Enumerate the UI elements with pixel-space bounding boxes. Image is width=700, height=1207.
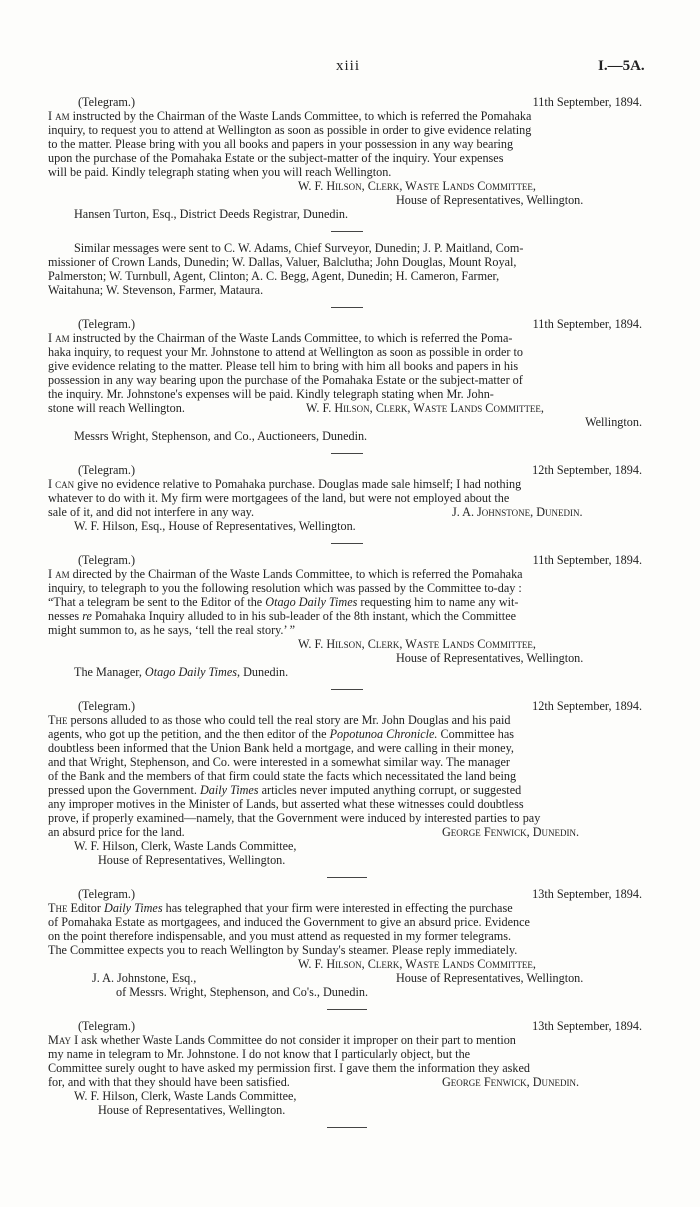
addressee: Hansen Turton, Esq., District Deeds Registrar, Dunedin. — [74, 207, 349, 221]
page-number: xiii — [336, 58, 361, 74]
lead-word: I am — [48, 567, 70, 581]
document-body — [48, 96, 646, 1138]
addressee: Messrs Wright, Stephenson, and Co., Auctioneers, Dunedin. — [74, 429, 368, 443]
body-line: inquiry, to request you to attend at Wellington as soon as possible in order to give evidence relating — [48, 123, 532, 137]
telegram-date: 11th September, 1894. — [532, 553, 642, 567]
body-line: to the matter. Please bring with you all books and papers in your possession in any way bearing — [48, 137, 514, 151]
body-line: for, and with that they should have been satisfied. — [48, 1075, 290, 1089]
signature: J. A. Johnstone, Dunedin. — [452, 505, 583, 519]
lead-word: I am — [48, 331, 70, 345]
signature: George Fenwick, Dunedin. — [442, 825, 580, 839]
body-line: Committee surely ought to have asked my permission first. I gave them the information they asked — [48, 1061, 530, 1075]
body-line: Palmerston; W. Turnbull, Agent, Clinton; A. C. Begg, Agent, Dunedin; H. Cameron, Farmer, — [48, 269, 500, 283]
signature-office: House of Representatives, Wellington. — [396, 651, 584, 665]
lead-word: I am — [48, 109, 70, 123]
signature-office: Wellington. — [585, 415, 642, 429]
telegram-6 — [48, 888, 646, 1000]
telegram-label: (Telegram.) — [78, 317, 136, 331]
signature: W. F. Hilson, Clerk, Waste Lands Committee, — [306, 401, 544, 415]
telegram-date: 12th September, 1894. — [532, 699, 642, 713]
body-line: Pomahaka Inquiry alluded to in his sub-leader of the 8th instant, which the Committee — [91, 609, 517, 623]
telegram-label: (Telegram.) — [78, 699, 136, 713]
body-line: “That a telegram be sent to the Editor of the — [48, 595, 266, 609]
body-line: instructed by the Chairman of the Waste Lands Committee, to which is referred the Poma- — [69, 331, 513, 345]
body-line: my name in telegram to Mr. Johnstone. I do not know that I particularly object, but the — [48, 1047, 471, 1061]
body-line: persons alluded to as those who could tell the real story are Mr. John Douglas and his paid — [67, 713, 511, 727]
lead-word: I can — [48, 477, 75, 491]
body-line: doubtless been informed that the Union Bank held a mortgage, and were calling in their money, — [48, 741, 514, 755]
telegram-date: 11th September, 1894. — [532, 95, 642, 109]
separator-rule — [327, 1127, 367, 1128]
lead-word: The — [48, 713, 68, 727]
body-line: the inquiry. Mr. Johnstone's expenses will be paid. Kindly telegraph stating when Mr. John- — [48, 387, 494, 401]
body-line: of Pomahaka Estate as mortgagees, and induced the Government to give an absurd price. Evidence — [48, 915, 530, 929]
lead-word: May — [48, 1033, 72, 1047]
addressee: W. F. Hilson, Esq., House of Representatives, Wellington. — [74, 519, 356, 533]
addressee-office: House of Representatives, Wellington. — [98, 1103, 286, 1117]
signature: W. F. Hilson, Clerk, Waste Lands Committee, — [298, 179, 536, 193]
signature: W. F. Hilson, Clerk, Waste Lands Committee, — [298, 637, 536, 651]
addressee-firm: of Messrs. Wright, Stephenson, and Co's., Dunedin. — [116, 985, 368, 999]
body-line: give no evidence relative to Pomahaka purchase. Douglas made sale himself; I had nothing — [74, 477, 522, 491]
document-reference: I.—5A. — [598, 58, 645, 74]
addressee: The Manager, Otago Daily Times, Dunedin. — [74, 665, 289, 679]
body-line: instructed by the Chairman of the Waste Lands Committee, to which is referred the Pomahaka — [69, 109, 532, 123]
separator-rule — [331, 453, 363, 454]
separator-rule — [327, 1009, 367, 1010]
body-line: and that Wright, Stephenson, and Co. were interested in a somewhat similar way. The manager — [48, 755, 510, 769]
body-line: has telegraphed that your firm were interested in effecting the purchase — [162, 901, 513, 915]
body-line: missioner of Crown Lands, Dunedin; W. Dallas, Valuer, Balclutha; John Douglas, Mount Royal, — [48, 255, 517, 269]
body-line: Waitahuna; W. Stevenson, Farmer, Mataura. — [48, 283, 264, 297]
body-line: Committee has — [437, 727, 514, 741]
body-line: whatever to do with it. My firm were mortgagees of the land, but were not employed about the — [48, 491, 510, 505]
telegram-1 — [48, 96, 646, 222]
signature: George Fenwick, Dunedin. — [442, 1075, 580, 1089]
telegram-date: 13th September, 1894. — [532, 1019, 642, 1033]
body-line: haka inquiry, to request your Mr. Johnstone to attend at Wellington as soon as possible in order to — [48, 345, 523, 359]
telegram-5 — [48, 700, 646, 868]
body-line: prove, if properly examined—namely, that the Government were induced by interested parties to pay — [48, 811, 541, 825]
body-line: will be paid. Kindly telegraph stating when you will reach Wellington. — [48, 165, 392, 179]
newspaper-title: Daily Times — [104, 901, 163, 915]
latin-term: re — [82, 609, 92, 623]
separator-rule — [331, 231, 363, 232]
body-line: of the Bank and the members of that firm could state the facts which necessitated the land being — [48, 769, 517, 783]
separator-rule — [331, 307, 363, 308]
body-line: nesses — [48, 609, 83, 623]
telegram-4 — [48, 554, 646, 680]
body-line: Similar messages were sent to C. W. Adams, Chief Surveyor, Dunedin; J. P. Maitland, Com- — [74, 241, 524, 255]
telegram-date: 12th September, 1894. — [532, 463, 642, 477]
body-line: requesting him to name any wit- — [357, 595, 519, 609]
newspaper-title: Otago Daily Times — [265, 595, 358, 609]
telegram-label: (Telegram.) — [78, 463, 136, 477]
body-line: on the point therefore indispensable, and you must attend as requested in my former telegrams. — [48, 929, 511, 943]
body-line: agents, who got up the petition, and the then editor of the — [48, 727, 330, 741]
telegram-label: (Telegram.) — [78, 887, 136, 901]
newspaper-title: Popotunoa Chronicle. — [329, 727, 438, 741]
body-line: stone will reach Wellington. — [48, 401, 185, 415]
body-line: Editor — [67, 901, 105, 915]
newspaper-title: Daily Times — [199, 783, 259, 797]
telegram-label: (Telegram.) — [78, 553, 136, 567]
addressee-office: House of Representatives, Wellington. — [98, 853, 286, 867]
body-line: any improper motives in the Minister of Lands, but asserted what these witnesses could doubtless — [48, 797, 524, 811]
signature-office: House of Representatives, Wellington. — [396, 193, 584, 207]
body-line: I ask whether Waste Lands Committee do not consider it improper on their part to mention — [71, 1033, 516, 1047]
addressee: W. F. Hilson, Clerk, Waste Lands Committee, — [74, 1089, 297, 1103]
telegram-label: (Telegram.) — [78, 95, 136, 109]
body-line: possession in any way bearing upon the purchase of the Pomahaka Estate or the subject-matter of — [48, 373, 523, 387]
body-line: give evidence relating to the matter. Please tell him to bring with him all books and papers in his — [48, 359, 519, 373]
body-line: The Committee expects you to reach Wellington by Sunday's steamer. Please reply immediately. — [48, 943, 518, 957]
signature: W. F. Hilson, Clerk, Waste Lands Committee, — [298, 957, 536, 971]
telegram-date: 13th September, 1894. — [532, 887, 642, 901]
addressee: W. F. Hilson, Clerk, Waste Lands Committee, — [74, 839, 297, 853]
similar-messages-note — [48, 242, 646, 298]
telegram-7 — [48, 1020, 646, 1118]
separator-rule — [331, 689, 363, 690]
telegram-date: 11th September, 1894. — [532, 317, 642, 331]
separator-rule — [331, 543, 363, 544]
telegram-label: (Telegram.) — [78, 1019, 136, 1033]
page-header — [0, 58, 700, 78]
addressee: J. A. Johnstone, Esq., — [92, 971, 197, 985]
body-line: an absurd price for the land. — [48, 825, 185, 839]
body-line: directed by the Chairman of the Waste Lands Committee, to which is referred the Pomahaka — [69, 567, 523, 581]
body-line: upon the purchase of the Pomahaka Estate or the subject-matter of the inquiry. Your expenses — [48, 151, 504, 165]
body-line: inquiry, to telegraph to you the following resolution which was passed by the Committee to-day : — [48, 581, 522, 595]
separator-rule — [327, 877, 367, 878]
body-line: pressed upon the Government. — [48, 783, 200, 797]
lead-word: The — [48, 901, 68, 915]
signature-office: House of Representatives, Wellington. — [396, 971, 584, 985]
telegram-2 — [48, 318, 646, 444]
body-line: articles never imputed anything corrupt, or suggested — [258, 783, 522, 797]
body-line: might summon to, as he says, ‘tell the real story.’ ” — [48, 623, 296, 637]
telegram-3 — [48, 464, 646, 534]
body-line: sale of it, and did not interfere in any way. — [48, 505, 254, 519]
